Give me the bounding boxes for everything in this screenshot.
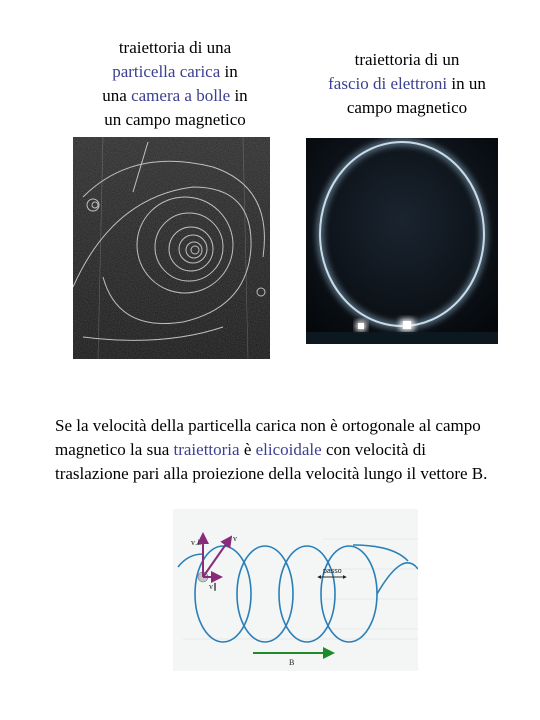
bubble-chamber-image xyxy=(73,137,270,359)
highlight-charged-particle: particella carica xyxy=(112,62,221,81)
caption-line: traiettoria di un xyxy=(354,50,460,69)
paragraph-text: è xyxy=(239,440,256,459)
highlight-electron-beam: fascio di elettroni xyxy=(328,74,448,93)
helical-trajectory-paragraph xyxy=(55,414,495,486)
electron-beam-photo xyxy=(306,138,498,344)
v-label: v xyxy=(233,534,237,543)
caption-text: in xyxy=(230,86,248,105)
caption-line xyxy=(70,60,280,84)
caption-text: una xyxy=(102,86,132,105)
caption-line xyxy=(70,84,280,108)
bubble-chamber-photo xyxy=(73,137,270,359)
highlight-helical: elicoidale xyxy=(255,440,322,459)
electron-beam-image xyxy=(306,138,498,344)
caption-line: traiettoria di una xyxy=(118,38,232,57)
caption-line xyxy=(302,72,512,96)
bubble-chamber-caption xyxy=(70,36,280,132)
caption-line: campo magnetico xyxy=(346,98,468,117)
v-par-label: v∥ xyxy=(209,582,217,591)
helix-figure xyxy=(173,509,418,671)
helix-diagram xyxy=(173,509,418,671)
highlight-bubble-chamber: camera a bolle xyxy=(131,86,231,105)
b-label: B xyxy=(289,658,295,667)
caption-text: in un xyxy=(447,74,486,93)
caption-text: in xyxy=(220,62,238,81)
paragraph-text: con velocità di traslazione pari alla proiezione della velocità lungo il vettore B. xyxy=(55,440,488,483)
electron-beam-caption xyxy=(302,48,512,120)
paragraph-text: Se la velocità della particella carica non è ortogonale al campo magnetico la sua xyxy=(55,416,481,459)
pitch-label: passo xyxy=(323,568,342,575)
highlight-trajectory: traiettoria xyxy=(173,440,240,459)
caption-line: un campo magnetico xyxy=(104,110,246,129)
v-perp-label: v⊥ xyxy=(191,538,202,547)
